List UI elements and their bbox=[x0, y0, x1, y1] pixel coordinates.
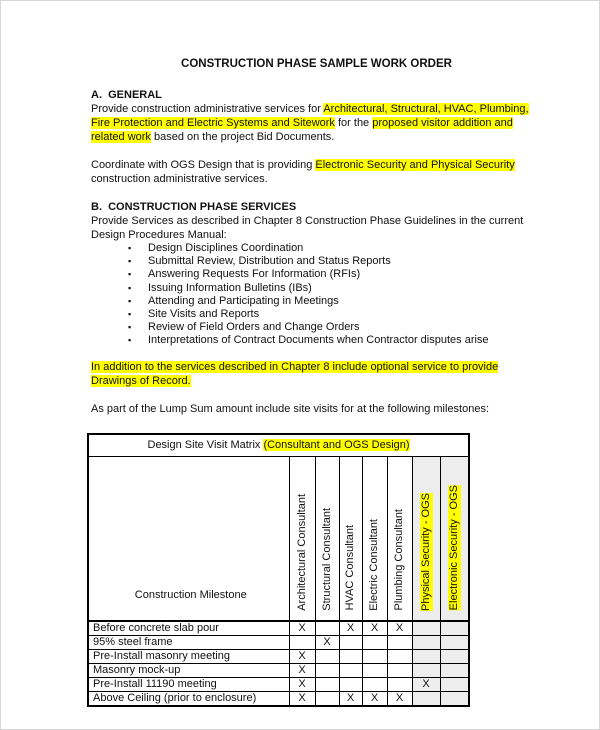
mark-cell: X bbox=[289, 677, 315, 691]
matrix-column-label: Plumbing Consultant bbox=[393, 509, 405, 611]
mark-cell bbox=[412, 635, 440, 649]
mark-cell: X bbox=[315, 635, 339, 649]
matrix-column-label: HVAC Consultant bbox=[344, 525, 356, 611]
mark-cell bbox=[440, 677, 469, 691]
milestone-column-header: Construction Milestone bbox=[88, 456, 289, 621]
text-segment: Coordinate with OGS Design that is providing bbox=[91, 159, 316, 171]
mark-cell bbox=[339, 649, 362, 663]
mark-cell bbox=[362, 635, 387, 649]
mark-cell bbox=[362, 649, 387, 663]
mark-cell bbox=[440, 663, 469, 677]
matrix-row bbox=[88, 649, 469, 663]
matrix-column-label: Architectural Consultant bbox=[295, 493, 308, 611]
matrix-column-label: Physical Security - OGS bbox=[419, 492, 432, 611]
milestones-intro: As part of the Lump Sum amount include site visits for at the following milestones: bbox=[91, 402, 490, 415]
mark-cell bbox=[315, 677, 339, 691]
mark-cell: X bbox=[289, 621, 315, 636]
matrix-column-label: Electronic Security - OGS bbox=[447, 485, 460, 611]
text-segment: for the bbox=[334, 117, 373, 129]
mark-cell bbox=[440, 635, 469, 649]
matrix-column-header bbox=[440, 456, 469, 621]
mark-cell bbox=[362, 677, 387, 691]
mark-cell: X bbox=[362, 621, 387, 636]
mark-cell: X bbox=[289, 691, 315, 706]
text-segment: based on the project Bid Documents. bbox=[150, 131, 335, 143]
services-list bbox=[91, 242, 542, 348]
service-item: ▪ Design Disciplines Coordination bbox=[148, 242, 542, 255]
milestone-cell: Masonry mock-up bbox=[88, 663, 289, 677]
mark-cell: X bbox=[339, 691, 362, 706]
optional-service-note bbox=[91, 360, 542, 388]
mark-cell bbox=[412, 621, 440, 636]
mark-cell bbox=[289, 635, 315, 649]
matrix-row bbox=[88, 635, 469, 649]
site-visit-matrix-table bbox=[87, 433, 470, 707]
section-a-paragraph-1 bbox=[91, 102, 542, 144]
matrix-header-row bbox=[88, 456, 469, 621]
mark-cell: X bbox=[339, 621, 362, 636]
mark-cell bbox=[339, 663, 362, 677]
mark-cell bbox=[440, 691, 469, 706]
matrix-column-header bbox=[362, 456, 387, 621]
highlighted-text: (Consultant and OGS Design) bbox=[263, 439, 410, 452]
matrix-column-header bbox=[289, 456, 315, 621]
mark-cell bbox=[387, 677, 412, 691]
mark-cell bbox=[315, 621, 339, 636]
milestone-cell: Above Ceiling (prior to enclosure) bbox=[88, 691, 289, 706]
matrix-row bbox=[88, 663, 469, 677]
mark-cell bbox=[362, 663, 387, 677]
section-b-heading: B. CONSTRUCTION PHASE SERVICES bbox=[91, 201, 297, 213]
highlighted-text: proposed visitor addition and related work bbox=[91, 117, 513, 143]
service-item: ▪ Answering Requests For Information (RFIs) bbox=[148, 268, 542, 281]
section-a-paragraph-2 bbox=[91, 158, 542, 186]
service-item: ▪ Review of Field Orders and Change Orders bbox=[148, 321, 542, 334]
milestone-cell: Pre-Install masonry meeting bbox=[88, 649, 289, 663]
service-item: ▪ Attending and Participating in Meetings bbox=[148, 295, 542, 308]
matrix-caption bbox=[88, 434, 469, 457]
mark-cell bbox=[412, 691, 440, 706]
section-a-heading: A. GENERAL bbox=[91, 89, 162, 101]
matrix-row bbox=[88, 621, 469, 636]
milestone-cell: Before concrete slab pour bbox=[88, 621, 289, 636]
mark-cell bbox=[315, 649, 339, 663]
highlighted-text: Electronic Security and Physical Security bbox=[315, 159, 515, 171]
text-segment: Provide construction administrative services for bbox=[91, 103, 324, 115]
mark-cell bbox=[440, 649, 469, 663]
service-item: ▪ Site Visits and Reports bbox=[148, 308, 542, 321]
mark-cell: X bbox=[289, 663, 315, 677]
mark-cell bbox=[315, 663, 339, 677]
matrix-column-label: Electric Consultant bbox=[368, 518, 380, 611]
text-segment: construction administrative services. bbox=[91, 173, 268, 185]
mark-cell bbox=[339, 635, 362, 649]
mark-cell bbox=[387, 635, 412, 649]
section-b-intro: Provide Services as described in Chapter 8 Construction Phase Guidelines in the current Design Procedures Manual: bbox=[91, 215, 524, 241]
highlighted-text: In addition to the services described in Chapter 8 include optional service to provide Drawings of Record. bbox=[91, 360, 499, 387]
matrix-column-header bbox=[412, 456, 440, 621]
service-item: ▪ Submittal Review, Distribution and Status Reports bbox=[148, 255, 542, 268]
milestone-cell: 95% steel frame bbox=[88, 635, 289, 649]
text-segment: Design Site Visit Matrix bbox=[147, 439, 264, 452]
matrix-row bbox=[88, 677, 469, 691]
mark-cell bbox=[440, 621, 469, 636]
document-title: CONSTRUCTION PHASE SAMPLE WORK ORDER bbox=[181, 58, 452, 70]
mark-cell: X bbox=[412, 677, 440, 691]
mark-cell bbox=[412, 649, 440, 663]
service-item: ▪ Issuing Information Bulletins (IBs) bbox=[148, 282, 542, 295]
mark-cell: X bbox=[387, 691, 412, 706]
highlighted-text: Architectural, Structural, HVAC, Plumbing, Fire Protection and Electric Systems and Sitework bbox=[91, 103, 529, 129]
mark-cell: X bbox=[289, 649, 315, 663]
matrix-column-label: Structural Consultant bbox=[320, 507, 333, 611]
mark-cell: X bbox=[362, 691, 387, 706]
mark-cell bbox=[315, 691, 339, 706]
mark-cell: X bbox=[387, 621, 412, 636]
matrix-column-header bbox=[315, 456, 339, 621]
mark-cell bbox=[387, 649, 412, 663]
milestone-cell: Pre-Install 11190 meeting bbox=[88, 677, 289, 691]
matrix-caption-row bbox=[88, 434, 469, 457]
mark-cell bbox=[387, 663, 412, 677]
service-item: ▪ Interpretations of Contract Documents when Contractor disputes arise bbox=[148, 334, 542, 347]
mark-cell bbox=[412, 663, 440, 677]
matrix-body bbox=[88, 621, 469, 706]
matrix-column-header bbox=[339, 456, 362, 621]
matrix-column-header bbox=[387, 456, 412, 621]
matrix-row bbox=[88, 691, 469, 706]
mark-cell bbox=[339, 677, 362, 691]
